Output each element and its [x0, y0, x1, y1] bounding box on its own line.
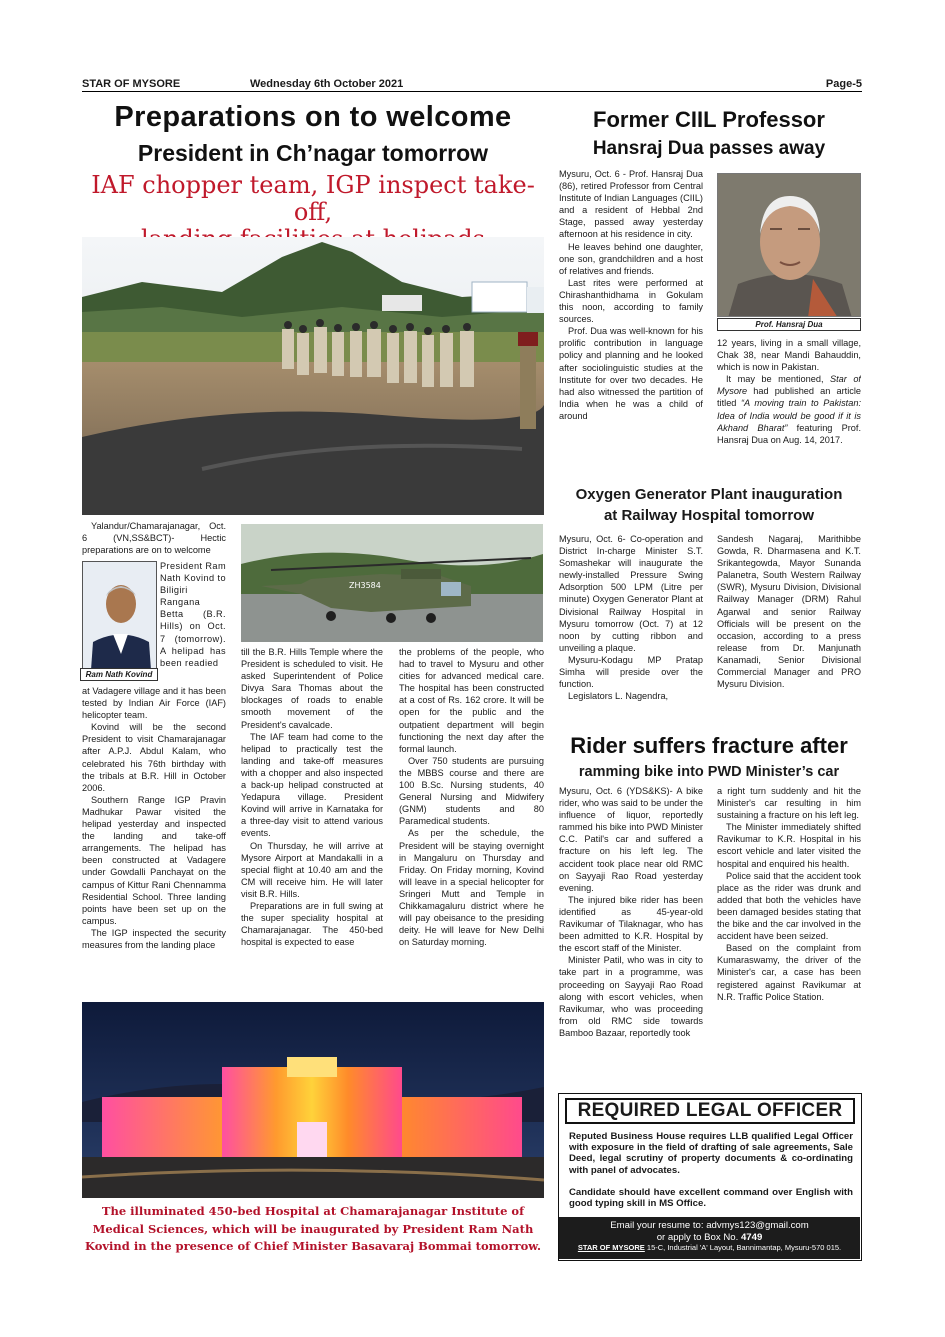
obituary-col1-para-2: He leaves behind one daughter, one son, grandchildren and a host of relatives and friends. — [559, 241, 703, 276]
obituary-col2-text-c: had published an article titled — [717, 386, 861, 409]
masthead — [82, 78, 862, 92]
dua-portrait-image — [718, 174, 861, 317]
obituary-col2-text-e: featuring Prof. Hansraj Dua on Aug. 14, 2017. — [717, 422, 861, 445]
ad-body-2: Candidate should have excellent command over English with good typing skill in MS Office. — [569, 1187, 853, 1210]
obituary-headline-line1: Former CIIL Professor — [593, 107, 825, 132]
obituary-col1 — [559, 168, 703, 474]
rider-col2 — [717, 785, 861, 1081]
rider-col2-para-1: a right turn suddenly and hit the Minister's car resulting in him sustaining a fracture on his left leg. — [717, 786, 861, 821]
ad-box-prefix: or apply to Box No. — [656, 1231, 741, 1243]
lead-col3-para-1: the problems of the people, who had to travel to Mysuru and other cities for advanced medical care. The hospital has been constructed at a cost of Rs. 162 crore. It will be open for the public and the outpatient department will begin functioning the next day after the formal launch. — [399, 647, 544, 754]
oxygen-headline-line1: Oxygen Generator Plant inauguration — [575, 486, 843, 503]
lead-col2-para-4: Preparations are in full swing at the super speciality hospital at Chamarajanagar. The 450-bed hospital is expected to ease — [241, 900, 383, 948]
ad-body-1: Reputed Business House requires LLB qualified Legal Officer with exposure in the field of drafting of sale agreements, Sale Deed, legal scrutiny of property documents & co-ordinating with panel of advocates. — [569, 1131, 853, 1176]
lead-col2-para-3: On Thursday, he will arrive at Mysore Airport at Mandakalli in a special flight at 10.40 am and the CM will receive him. He will later visit B.R. Hills. — [241, 840, 383, 899]
issue-date: Wednesday 6th October 2021 — [250, 78, 404, 90]
obituary-col2 — [717, 337, 861, 477]
ad-box-number: 4749 — [740, 1231, 763, 1243]
rider-headline-line2: ramming bike into PWD Minister’s car — [578, 764, 840, 780]
lead-col1-rest-para-4: The IGP inspected the security measures from the landing place — [82, 927, 226, 950]
ad-box-line — [559, 1232, 860, 1244]
obituary-col1-para-3: Last rites were performed at Chirashanthidhama in Gokulam this noon, according to family sources. — [559, 277, 703, 325]
lead-col1-wrap — [160, 560, 226, 683]
publication-name: STAR OF MYSORE — [82, 78, 181, 90]
helicopter-photo-image — [241, 524, 543, 642]
ad-title: REQUIRED LEGAL OFFICER — [565, 1098, 855, 1124]
ad-address: 15-C, Industrial 'A' Layout, Bannimantap, Mysuru-570 015. — [644, 1243, 842, 1252]
obituary-col2-para-2 — [717, 373, 861, 446]
lead-col1-top-para: Yalandur/Chamarajanagar, Oct. 6 (VN,SS&BCT)- Hectic preparations are on to welcome — [82, 521, 226, 556]
lead-col3-para-2: Over 750 students are pursuing the MBBS course and there are 100 B.Sc. Nursing students, 40 General Nursing and Midwifery (GNM) students and 80 Paramedical students. — [399, 755, 544, 827]
lead-col1-top — [82, 520, 226, 556]
rider-col1 — [559, 785, 703, 1081]
hospital-photo-image — [82, 1002, 544, 1198]
ad-email-line: Email your resume to: advmys123@gmail.com — [610, 1220, 809, 1231]
kovind-caption: Ram Nath Kovind — [80, 668, 158, 681]
helicopter-tail-number: ZH3584 — [349, 581, 381, 590]
oxygen-headline — [556, 484, 862, 526]
lead-headline-line2: President in Ch’nagar tomorrow — [137, 140, 489, 166]
lead-col2 — [241, 646, 383, 996]
oxygen-col1 — [559, 533, 703, 727]
rider-col2-para-3: Police said that the accident took place as the rider was drunk and added that both the vehicles have been damaged besides stating that the bike and the car involved in the accident have been seized. — [717, 870, 861, 942]
lead-col1-rest-para-2: Kovind will be the second President to visit Chamarajanagar after A.P.J. Abdul Kalam, who celebrated his 76th birthday with the tribals at B.R. Hill in October 2006. — [82, 722, 226, 793]
ad-footer — [559, 1217, 860, 1259]
helicopter-photo — [241, 524, 543, 642]
oxygen-col2-para-1: Sandesh Nagaraj, Marithibbe Gowda, R. Dharmasena and K.T. Srikantegowda, Mayor Sunanda Palanetra, South Western Railway (SWR), Mysuru Division, Divisional Railway Manager (DRM) Rahul Agarwal and senior Railway Officials will be present on the occasion, according to a press release from Dr. Manjunath Kanamadi, Senior Divisional Commercial Manager and PRO Mysuru Division. — [717, 534, 861, 690]
rider-col1-para-2: The injured bike rider has been identified as 45-year-old Ravikumar of Tilaknagar, who has been admitted to K.R. Hospital by the escort staff of the Minister. — [559, 894, 703, 954]
obituary-col2-text-a: It may be mentioned, — [726, 374, 830, 385]
helipad-photo-image — [82, 237, 544, 515]
lead-subhead-line1: IAF chopper team, IGP inspect take-off, — [91, 171, 535, 226]
oxygen-col1-para-1: Mysuru, Oct. 6- Co-operation and District In-charge Minister S.T. Somashekar will inaugurate the newly-installed Pressure Swing Adsorption 500 LPM (Litre per minute) Oxygen Generator Plant at Divisional Railway Hospital in Mysuru tomorrow (Oct. 7) at 12 noon by cutting ribbon and unveiling a plaque. — [559, 534, 703, 653]
lead-col1-rest-para-3: Southern Range IGP Pravin Madhukar Pawar visited the helipad yesterday and inspected the landing and take-off arrangements. The helipad has been constructed at Vadagere under Gowdalli Panchayat on the campus of Kittur Rani Chennamma Residential School. Three landing points have been set up on the campus. — [82, 794, 226, 926]
rider-col2-para-4: Based on the complaint from Kumaraswamy, the driver of the Minister's car, a case has been registered against Ravikumar at N.R. Traffic Police Station. — [717, 943, 861, 1002]
legal-officer-ad — [558, 1093, 862, 1261]
lead-col3 — [399, 646, 544, 996]
oxygen-headline-line2: at Railway Hospital tomorrow — [603, 507, 815, 524]
kovind-portrait-image — [83, 562, 157, 669]
obituary-col2-para-1: 12 years, living in a small village, Chak 38, near Mandi Bahauddin, which is now in Pakistan. — [717, 338, 861, 373]
ad-address-line — [559, 1243, 860, 1253]
lead-headline-line1: Preparations on to welcome — [114, 101, 512, 133]
ad-address-name: STAR OF MYSORE — [577, 1243, 645, 1252]
lead-col1-rest — [82, 685, 226, 996]
lead-col3-para-3: As per the schedule, the President will be staying overnight in Mangaluru on Thursday and Friday. On Friday morning, Kovind will leave in a special helicopter for Sringeri Mutt and Temple in Chikkamagaluru district where he will pay obeisance to the presiding deity. He will leave for New Delhi on Saturday morning. — [399, 828, 544, 948]
rider-col2-para-2: The Minister immediately shifted Ravikumar to K.R. Hospital in his escort vehicle and later visited the hospital and enquired his health. — [717, 822, 861, 869]
obituary-col1-para-4: Prof. Dua was well-known for his prolific contribution in language policy and planning and he looked after sociolinguistic studies at the Institute for over two decades. He had also witnessed the partition of India when he was a child of around — [559, 326, 703, 421]
rider-headline-line1: Rider suffers fracture after — [570, 733, 848, 758]
kovind-portrait — [82, 561, 157, 669]
helipad-inspection-photo — [82, 237, 544, 515]
dua-portrait — [717, 173, 861, 317]
rider-col1-para-3: Minister Patil, who was in city to take part in a programme, was proceeding on Sayyaji Rao Road along with escort vehicles, when Ravikumar, who was proceeding from old RMC side towards Bamboo Bazaar, reportedly took — [559, 955, 703, 1038]
obituary-headline-line2: Hansraj Dua passes away — [592, 138, 826, 159]
lead-col1-rest-para-1: at Vadagere village and it has been tested by Indian Air Force (IAF) helicopter team. — [82, 686, 226, 721]
hospital-caption: The illuminated 450-bed Hospital at Chamarajanagar Institute of Medical Sciences, which will be inaugurated by President Ram Nath Kovind in the presence of Chief Minister Basavaraj Bommai tomorrow. — [84, 1204, 542, 1253]
dua-caption: Prof. Hansraj Dua — [717, 318, 861, 331]
obituary-col1-para-1: Mysuru, Oct. 6 - Prof. Hansraj Dua (86), retired Professor from Central Institute of Indian Languages (CIIL) and a resident of Hebbal 2nd Stage, passed away yesterday afternoon at his residence in city. — [559, 169, 703, 240]
lead-col2-para-2: The IAF team had come to the helipad to practically test the landing and take-off measures with a chopper and also inspected a back-up helipad constructed at Yedapura village. President Kovind will arrive in Karnataka for a three-day visit to attend various events. — [241, 731, 383, 839]
page-number: Page-5 — [825, 78, 862, 90]
oxygen-col1-para-2: Mysuru-Kodagu MP Pratap Simha will preside over the function. — [559, 654, 703, 690]
oxygen-col2 — [717, 533, 861, 727]
lead-col1-wrap-para: President Ram Nath Kovind to Biligiri Rangana Betta (B.R. Hills) on Oct. 7 (tomorrow). A helipad has been readied — [160, 561, 226, 668]
lead-col2-para-1: till the B.R. Hills Temple where the President is scheduled to visit. He asked Superintendent of Police Divya Sara Thomas about the blockages of roads to enable smooth movement of the President's cavalcade. — [241, 647, 383, 730]
rider-col1-para-1: Mysuru, Oct. 6 (YDS&KS)- A bike rider, who was said to be under the influence of liquor, reportedly rammed his bike into PWD Minister C.C. Patil's car and suffered a fracture on his left leg. The accident took place near old RMC on Sayyaji Rao Road yesterday evening. — [559, 786, 703, 893]
obituary-col2-article-title: “A moving train to Pakistan: Idea of India would be good if it is Akhand Bharat” — [717, 398, 861, 433]
obituary-col2-pubname: Star of Mysore — [717, 374, 861, 397]
oxygen-col1-para-3: Legislators L. Nagendra, — [568, 691, 669, 702]
hospital-photo — [82, 1002, 544, 1198]
